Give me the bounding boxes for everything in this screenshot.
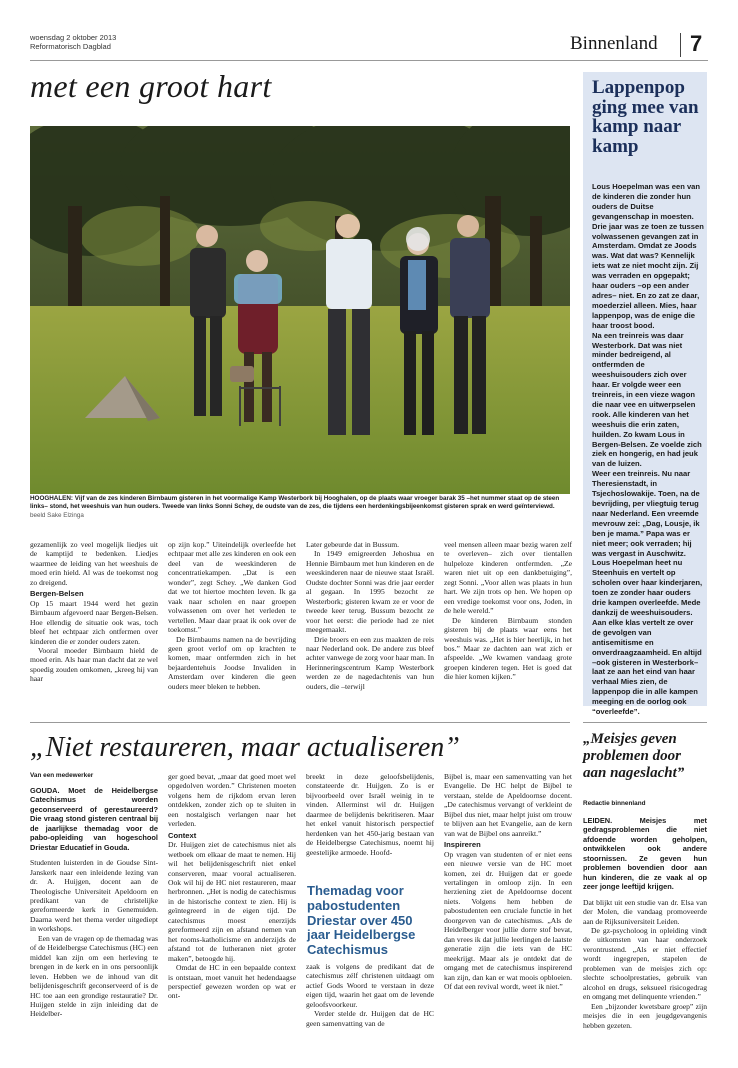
story2-lead: Moet de Heidelbergse Catechismus worden geconserveerd of gerestaureerd? Die vraag stond gisteren centraal bij de jaarlijkse themadag voor de pabo-opleiding van hogeschool Driestar Educatief in Gouda. [30, 786, 158, 852]
paragraph: De Birnbaums namen na de bevrijding geen groot verlof om op krachten te komen, maar ontfermden zich in het bejaardentehuis Joodse Invaliden in Amsterdam over kinderen die geen ouders meer bleken te hebben. [168, 634, 296, 691]
paragraph: De kinderen Birnbaum stonden gisteren bij de plaats waar eens het weeshuis was. „Het is hier heerlijk, in het bos.” Maar ze dachten aan wat zich er afspeelde. „We kwamen vandaag grote groepen kinderen tegen. Het is goed dat die hier komen kijken.” [444, 615, 572, 682]
paragraph: Dat blijkt uit een studie van dr. Elsa van der Molen, die vandaag promoveerde aan de Rijksuniversiteit Leiden. [583, 897, 707, 926]
group-photo [30, 126, 570, 494]
header-rule [30, 60, 708, 61]
photo-illustration [30, 126, 570, 494]
paragraph: Op 15 maart 1944 werd het gezin Birnbaum afgevoerd naar Bergen-Belsen. Hoe ellendig de situatie ook was, toch bleef het echtpaar zich ontfermen over kinderen die er zonder ouders zaten. [30, 598, 158, 646]
story2-headline: „Niet restaureren, maar actualiseren” [30, 732, 460, 763]
paragraph: Drie broers en een zus maakten de reis naar Nederland ook. De andere zus bleef achter vanwege de zorg voor haar man. In Herinneringscentrum Kamp Westerbork werden ze de nagedachtenis van hun ouders, die –terwijl [306, 634, 434, 691]
paragraph: zaak is volgens de predikant dat de catechismus zélf christenen uitdaagt om actief Gods Woord te verstaan in deze eigen tijd, waarin het gaat om de levende geloofsvoorkeur. [306, 962, 434, 1009]
paragraph: ger goed bevat, „maar dat goed moet wel opgedolven worden.” Christenen moeten volgens hem de rijkdom ervan leren ontdekken, zonder zich op te sluiten in een nostalgisch verlangen naar het verleden. [168, 772, 296, 829]
pull-quote: Themadag voor pabostudenten Driestar over 450 jaar Heidelbergse Catechismus [307, 883, 416, 958]
story3-body [583, 816, 707, 1030]
header-divider [680, 33, 681, 57]
edition-date [30, 33, 116, 51]
dateline: GOUDA. [30, 786, 60, 795]
sidebar-paragraph: Weer een treinreis. Nu naar Theresienstadt, in Tsjechoslowakije. Toen, na de bevrijding, per vliegtuig terug naar Nederland. Een vreemde mevrouw zei: „Dag, Lousje, ik ben je mama.” Papa was er niet meer; ook verraden; hij was vergast in Auschwitz. [592, 469, 700, 558]
section-rule [30, 722, 570, 723]
story1-column-1 [30, 540, 158, 684]
story2-byline: Van een medewerker [30, 772, 94, 779]
story1-column-2 [168, 540, 296, 691]
paragraph: Een van de vragen op de themadag was of de Heidelbergse Catechismus (HC) een middel kan zijn om een herleving te brengen in de kerk en in ons persoonlijk leven. Hebben we de inhoud van dit belijdenisgeschrift geconserveerd of is de HC toe aan een grondige restauratie? Dr. Huijgen stelde in zijn inleiding dat de Heidelber- [30, 933, 158, 1019]
sidebar-paragraph: Lous Hoepelman was een van de kinderen die zonder hun ouders de Duitse gevangenschap in moesten. Drie jaar was ze toen ze tussen volwassenen gevangen zat in Amsterdam. Omdat ze Joods was. Wat dat was? Kennelijk iets wat ze niet mocht zijn. Zij was verraden en opgepakt; haar ouders –op een ander adres– niet. En zo zat ze daar, moederziel alleen. Mies, haar lappenpop, was de enige die haar troost bood. [592, 182, 704, 330]
subheading: Context [168, 830, 197, 840]
story1-column-3 [306, 540, 434, 691]
paragraph: Op vragen van studenten of er niet eens een nieuwe versie van de HC moet komen, zei dr. Huijgen dat er goede vertalingen in omloop zijn. In een herziening ziet de Apeldoornse docent niets. Volgens hem hebben de pabostudenten een cruciale functie in het doorgeven van de catechismus. „Als de Heidelberger voor jullie dorre stof bevat, dan vrees ik dat jullie leerlingen de laatste generatie zijn die iets van de HC meekrijgt. Maar als je ontdekt dat de omgang met de catechismus inspirerend kan zijn, dan kan er wat moois opbloeien. Of dat een revival wordt, weet ik niet.” [444, 849, 572, 991]
paragraph: breekt in deze geloofsbelijdenis, constateerde dr. Huijgen. Zo is er bijvoorbeeld over Israël weinig in te vinden. Allerminst wil dr. Huijgen daarmee de belijdenis bekritiseren. Maar het enkel vanuit historisch perspectief herdenken van het 450-jarig bestaan van de Heidelbergse Catechismus, noemt hij geestelijke armoede. Hoofd- [306, 772, 434, 857]
paragraph: Studenten luisterden in de Goudse Sint-Janskerk naar een inleidende lezing van dr. A. Huijgen, docent aan de Theologische Universiteit Apeldoorn en predikant van de christelijke gereformeerde kerk in Genemuiden. Daarna werd het thema verder uitgediept in workshops. [30, 858, 158, 934]
story2-column-4 [444, 772, 572, 991]
paragraph: In 1949 emigreerden Jehoshua en Hennie Birnbaum met hun kinderen en de weeskinderen naar de nieuwe staat Israël. Oudste dochter Sonni was drie jaar eerder al gegaan. In 1995 bezocht ze Westerbork; gisteren kwam ze er voor de tweede keer terug. Bussum bezocht ze voor het eerst: die periode had ze niet meegemaakt. [306, 549, 434, 635]
paragraph: Dr. Huijgen ziet de catechismus niet als wetboek om elkaar de maat te nemen. Hij wil het belijdenisgeschrift niet enkel conserveren, maar vooral actualiseren. Ook wil hij de HC niet restaureren, maar herbronnen. „Het is nodig de catechismus in de historische context te zien. Hij is geïntegreerd in de eigen tijd. De catechismus moest enerzijds gereformeerd zijn en afstand nemen van het rooms-katholicisme en anderzijds de afstand tot de lutheranen niet groter maken”, betoogde hij. [168, 840, 296, 963]
page-number: 7 [690, 31, 703, 56]
section-title: Binnenland [570, 33, 658, 54]
story2-column-1 [30, 786, 158, 1019]
subheading: Bergen-Belsen [30, 589, 84, 599]
caption-text: Vijf van de zes kinderen Birnbaum gisteren in het voormalige Kamp Westerbork bij Hooghalen, op de plaats waar vroeger barak 35 –het nummer staat op de steen links– stond, het weeshuis van hun ouders. Tweede van links Sonni Schey, de oudste van de zes, die tijdens een herdenkingsbijeenkomst gisteren sprak en werd geïnterviewd. [30, 495, 560, 511]
paragraph: Later gebeurde dat in Bussum. [306, 540, 399, 549]
sidebar-paragraph: Aan elke klas vertelt ze over de gevolgen van antisemitisme en onverdraagzaamheid. En altijd –ook gisteren in Westerbork– laat ze aan het eind van haar verhaal Mies zien, de lappenpop die in alle kampen meeging en de oorlog ook “overleefde”. [592, 617, 702, 717]
story3-lead: Meisjes met gedragsproblemen die niet afdoende worden geholpen, ontwikkelen ook andere stoornissen. Ze geven hun problemen bovendien door aan hun kinderen, die ze vaak al op zeer jonge leeftijd krijgen. [583, 816, 707, 892]
section-rule-right [583, 722, 707, 723]
paragraph: Omdat de HC in een bepaalde context is ontstaan, moet vanuit het hedendaagse perspectief gewezen worden op wat er ont- [168, 963, 296, 1001]
story3-headline: „Meisjes geven problemen door aan nageslacht” [583, 731, 685, 781]
sidebar-body [592, 182, 704, 717]
main-headline: met een groot hart [30, 68, 272, 104]
story2-column-3b [306, 962, 434, 1028]
paragraph: op zijn kop.” Uiteindelijk overleefde het echtpaar met alle zes kinderen en ook een deel van de weeskinderen de concentratiekampen. „Dat is een wonder”, zegt Schey. „We danken God dat we tot hiertoe mochten leven. Ik ga vaak naar scholen en naar groepen volwassenen om over het verleden te vertellen. Maar daar praat ik ook over de toekomst.” [168, 540, 296, 635]
story1-column-4 [444, 540, 572, 682]
paragraph: Vooral moeder Birnbaum hield de moed erin. Als haar man dacht dat ze wel spoedig zouden omkomen, „kreeg hij van haar [30, 645, 158, 684]
paper-name: Reformatorisch Dagblad [30, 42, 111, 51]
subheading: Inspireren [444, 840, 481, 850]
paragraph: Verder stelde dr. Huijgen dat de HC geen samenvatting van de [306, 1009, 434, 1028]
date-text: woensdag 2 oktober 2013 [30, 33, 117, 42]
sidebar-paragraph: Lous Hoepelman heet nu Steenhuis en vertelt op scholen over haar kinderjaren, toen ze zonder haar ouders drie kampen overleefde. Mede dankzij de weeshuisouders. [592, 558, 703, 617]
sidebar-headline: Lappenpop ging mee van kamp naar kamp [592, 77, 699, 157]
dateline: LEIDEN. [583, 816, 613, 825]
sidebar-paragraph: Na een treinreis was daar Westerbork. Dat was niet minder bedreigend, al ontfermden de weeshuisouders zich over haar. Er volgde weer een treinreis, in een vieze wagon die naar vee en uitwerpselen rook. Alle kinderen van het weeshuis die erin zaten, huilden. Zo kwam Lous in Bergen-Belsen. Ze voelde zich ziek en hongerig, en had jeuk van de luizen. [592, 330, 702, 469]
photo-credit: beeld Sake Elzinga [30, 511, 84, 519]
paragraph: De gz-psycholoog in opleiding vindt de uitkomsten van haar onderzoek verontrustend. „Als er niet effectief wordt ingegrepen, stapelen de problemen van de meisjes zich op: slechte schoolprestaties, gebruik van alcohol en drugs, seksueel risicogedrag en omgang met delinquente vrienden.” [583, 925, 707, 1002]
story2-column-3 [306, 772, 434, 857]
photo-caption [30, 495, 570, 520]
story3-byline: Redactie binnenland [583, 800, 646, 807]
caption-label: HOOGHALEN: [30, 495, 74, 502]
paragraph: veel mensen alleen maar bezig waren zelf te overleven– zich over tientallen hulpeloze kinderen ontfermden. „Ze waren niet uit op een dankbetuiging”, zegt Sonni. „Voor allen was plaats in hun hart. We zijn trots op hen. We hopen op een vredige toekomst voor ons, Joden, in de hele wereld.” [444, 540, 572, 616]
story2-column-2 [168, 772, 296, 1001]
paragraph: Bijbel is, maar een samenvatting van het Evangelie. De HC helpt de Bijbel te verstaan, stelde de Apeldoornse docent. „De catechismus vervangt of verkleint de Bijbel dus niet, maar helpt juist om trouw te blijven aan het Evangelie, aan de kern van wat de Bijbel ons aanreikt.” [444, 772, 572, 838]
paragraph: gezamenlijk zo veel mogelijk liedjes uit de kamptijd te bedenken. Liedjes waarmee de leiding van het weeshuis de moed erin hield. Al was de toekomst nog zo dreigend. [30, 540, 158, 587]
paragraph: Een „bijzonder kwetsbare groep” zijn meisjes die in een jeugdgevangenis hebben gezeten. [583, 1001, 707, 1030]
